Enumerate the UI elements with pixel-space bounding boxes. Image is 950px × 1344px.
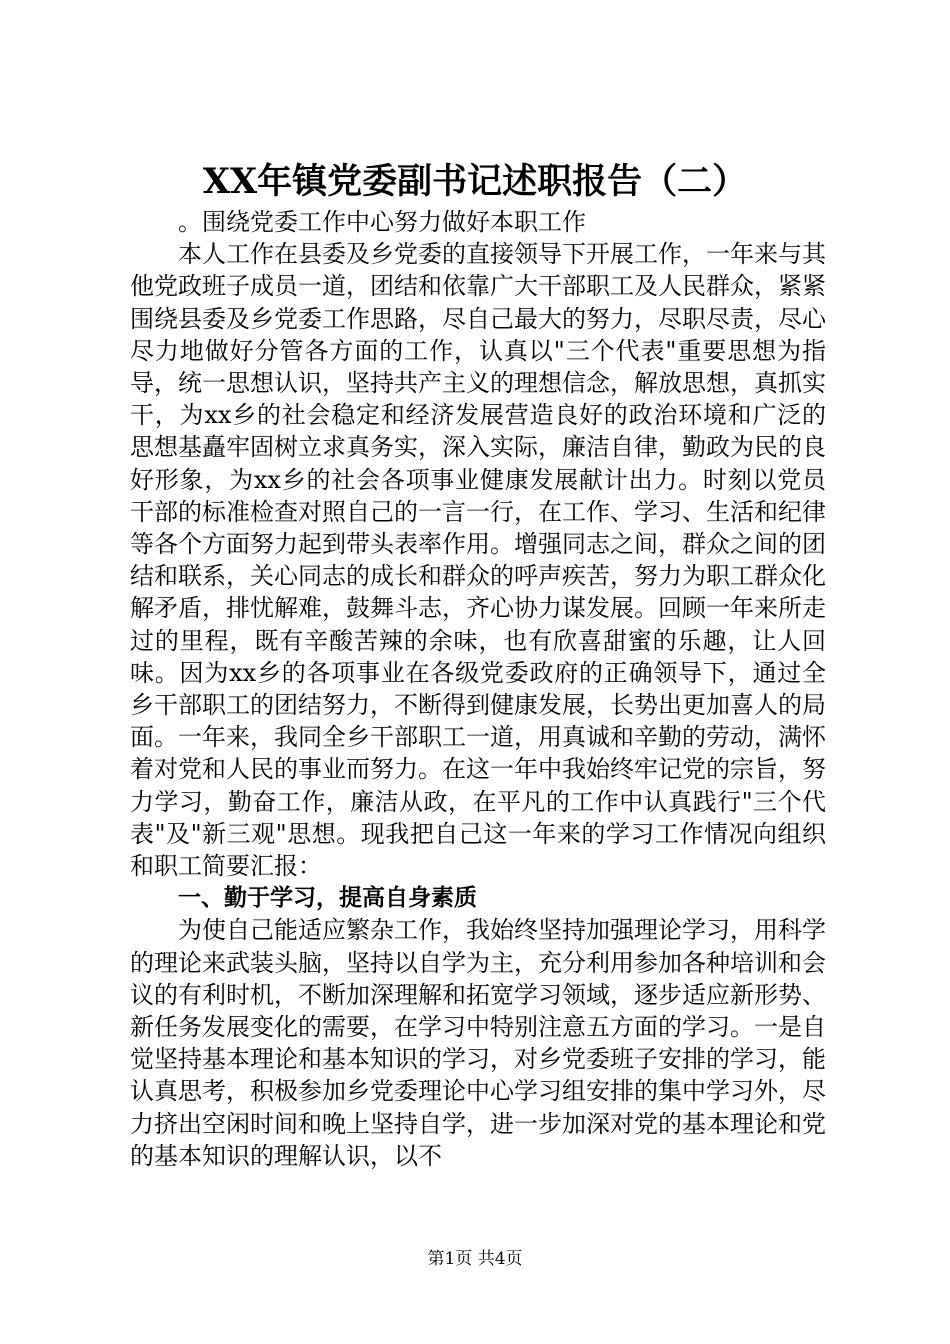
paragraph-1: 本人工作在县委及乡党委的直接领导下开展工作，一年来与其他党政班子成员一道，团结和依靠广大干部职工及人民群众，紧紧围绕县委及乡党委工作思路，尽自己最大的努力，尽职尽责，尽心尽力地做好分管各方面的工作，认真以"三个代表"重要思想为指导，统一思想认识，坚持共产主义的理想信念，解放思想，真抓实干，为xx乡的社会稳定和经济发展营造良好的政治环境和广泛的思想基矗牢固树立求真务实，深入实际，廉洁自律，勤政为民的良好形象，为xx乡的社会各项事业健康发展献计出力。时刻以党员干部的标准检查对照自己的一言一行，在工作、学习、生活和纪律等各个方面努力起到带头表率作用。增强同志之间，群众之间的团结和联系，关心同志的成长和群众的呼声疾苦，努力为职工群众化解矛盾，排忧解难，鼓舞斗志，齐心协力谋发展。回顾一年来所走过的里程，既有辛酸苦辣的余味，也有欣喜甜蜜的乐趣，让人回味。因为xx乡的各项事业在各级党委政府的正确领导下，通过全乡干部职工的团结努力，不断得到健康发展，长势出更加喜人的局面。一年来，我同全乡干部职工一道，用真诚和辛勤的劳动，满怀着对党和人民的事业而努力。在这一年中我始终牢记党的宗旨，努力学习，勤奋工作，廉洁从政，在平凡的工作中认真践行"三个代表"及"新三观"思想。现我把自己这一年来的学习工作情况向组织和职工简要汇报： xyxy=(130,240,826,881)
paragraph-2: 为使自己能适应繁杂工作，我始终坚持加强理论学习，用科学的理论来武装头脑，坚持以自学为主，充分利用参加各种培训和会议的有利时机，不断加深理解和拓宽学习领域，逐步适应新形势、新任务发展变化的需要，在学习中特别注意五方面的学习。一是自觉坚持基本理论和基本知识的学习，对乡党委班子安排的学习，能认真思考，积极参加乡党委理论中心学习组安排的集中学习外，尽力挤出空闲时间和晚上坚持自学，进一步加深对党的基本理论和党的基本知识的理解认识，以不 xyxy=(130,916,826,1170)
page-title: XX年镇党委副书记述职报告（二） xyxy=(202,161,748,202)
document-body xyxy=(130,206,826,1172)
section-heading-1: 一、勤于学习，提高自身素质 xyxy=(178,885,477,912)
page-indicator: 第1页 共4页 xyxy=(427,1249,523,1269)
intro-line: 。围绕党委工作中心努力做好本职工作 xyxy=(178,208,586,236)
